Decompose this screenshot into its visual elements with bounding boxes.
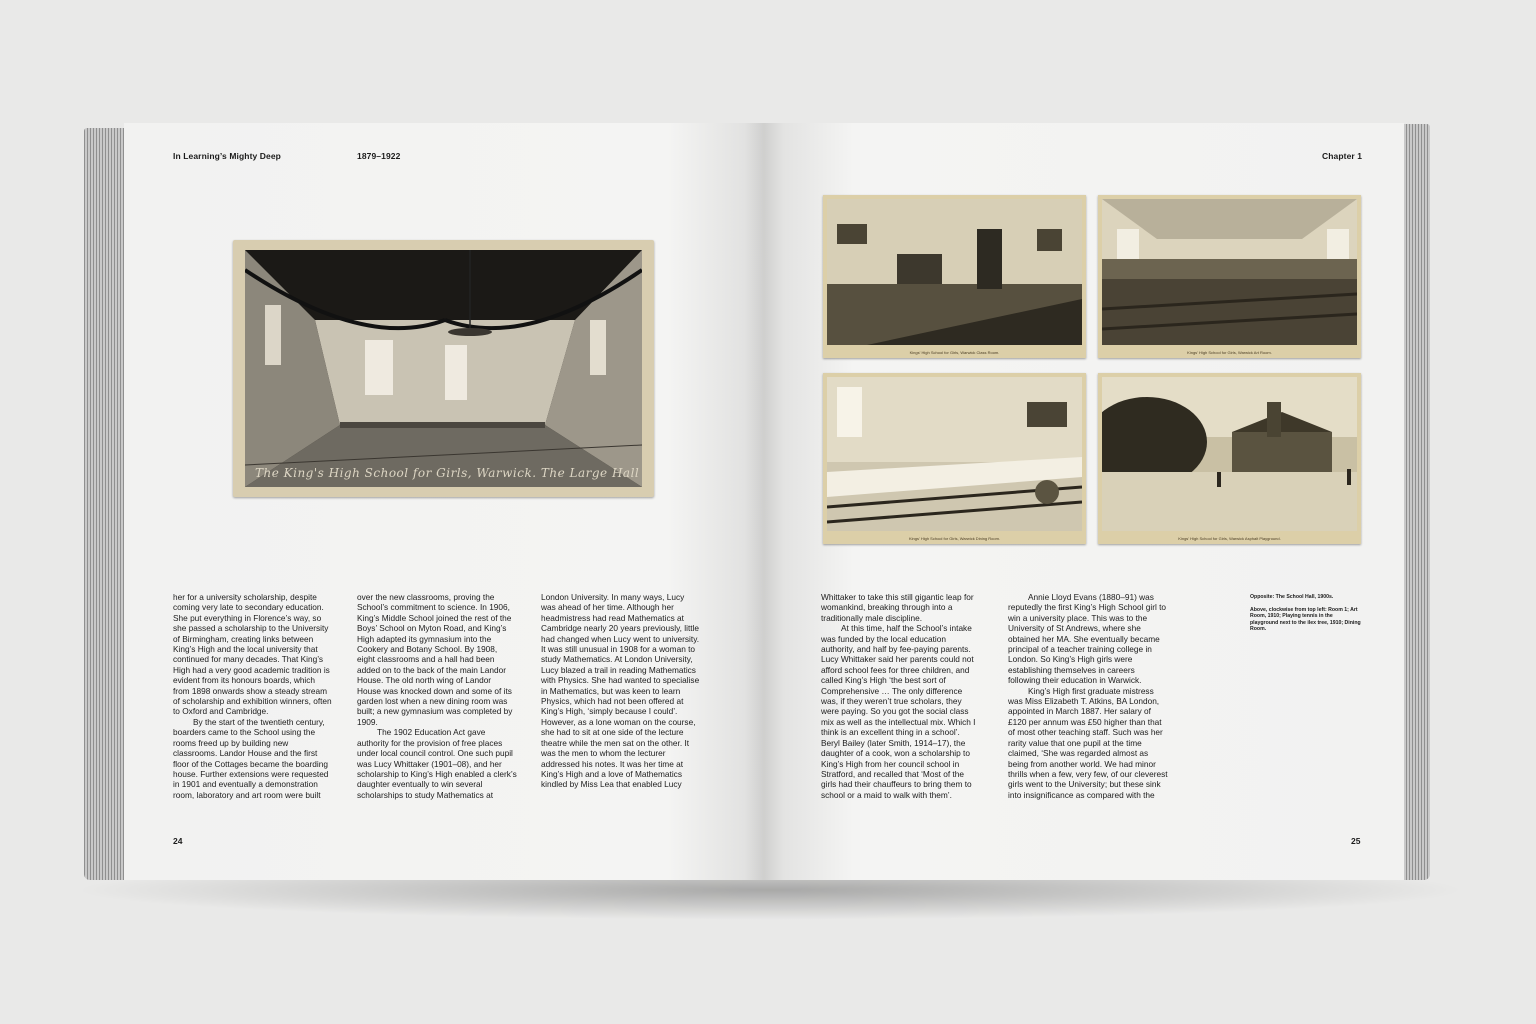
left-column-3	[541, 592, 701, 790]
running-head-chapter: Chapter 1	[1322, 151, 1363, 161]
large-hall-caption: The King's High School for Girls, Warwick. The Large Hall	[255, 466, 640, 480]
class-room-caption: Kings' High School for Girls, Warwick Class Room.	[909, 350, 1000, 355]
large-hall-postcard	[233, 240, 654, 497]
playground-postcard	[1098, 373, 1361, 544]
paragraph: Whittaker to take this still gigantic leap for womankind, breaking through into a traditionally male discipline.	[821, 592, 974, 623]
caption-opposite: Opposite: The School Hall, 1900s.	[1250, 594, 1334, 600]
art-room-photo	[1102, 199, 1357, 345]
art-room-caption: Kings' High School for Girls, Warwick Art Room.	[1187, 350, 1272, 355]
running-head-dates: 1879–1922	[357, 151, 401, 161]
left-column-2	[357, 592, 517, 800]
running-head-title: In Learning’s Mighty Deep	[173, 151, 281, 161]
caption-above: Above, clockwise from top left: Room 1; Art Room, 1910; Playing tennis in the playground next to the ilex tree, 1910; Dining Room.	[1250, 606, 1361, 633]
playground-caption: Kings' High School for Girls, Warwick Asphalt Playground.	[1178, 536, 1281, 541]
paragraph: London University. In many ways, Lucy was ahead of her time. Although her headmistress had read Mathematics at Cambridge nearly 20 years previously, little had changed when Lucy went to university. It was still unusual in 1908 for a woman to study Mathematics. At London University, Lucy blazed a trail in reading Mathematics with Physics. She had wanted to specialise in Mathematics, but was keen to learn Physics, which had not been offered at King’s High, ‘simply because I could’. However, as a lone woman on the course, she had to sit at one side of the lecture theatre while the men sat on the other. It was the men to whom the lecturer addressed his notes. It was her time at King’s High and a love of Mathematics kindled by Miss Lea that enabled Lucy	[541, 592, 700, 790]
book-page-edges-right	[1404, 124, 1430, 880]
art-room-postcard	[1098, 195, 1361, 358]
large-hall-photo	[245, 250, 642, 487]
paragraph: Annie Lloyd Evans (1880–91) was reputedly the first King’s High School girl to win a university place. This was to the University of St Andrews, where she obtained her MA. She eventually became principal of a teacher training college in London. So King’s High girls were establishing themselves in careers following their education in Warwick.	[1008, 592, 1167, 686]
dining-room-postcard	[823, 373, 1086, 544]
dining-room-caption: Kings' High School for Girls, Warwick Dining Room.	[908, 536, 1001, 541]
page-number-left: 24	[173, 836, 183, 846]
paragraph: over the new classrooms, proving the School’s commitment to science. In 1906, King’s Middle School joined the rest of the Boys’ School on Myton Road, and King’s High adapted its gymnasium into the Cookery and Botany School. By 1908, eight classrooms and a hall had been added on to the back of the main Landor House. The old north wing of Landor House was knocked down and some of its garden lost when a new dining room was built; a new gymnasium was completed by 1909.	[357, 592, 513, 727]
page-number-right: 25	[1351, 836, 1361, 846]
paragraph: King’s High first graduate mistress was Miss Elizabeth T. Atkins, BA London, appointed in March 1887. Her salary of £120 per annum was £50 higher than that of most other teaching staff. Such was her rarity value that one pupil at the time claimed, ‘She was regarded almost as being from another world. We had minor thrills when a few, very few, of our cleverest girls went to the University; but these sink into insignificance as compared with the	[1008, 685, 1168, 800]
dining-room-photo	[827, 377, 1082, 531]
class-room-photo	[827, 199, 1082, 345]
photo-captions	[1250, 594, 1362, 639]
playground-photo	[1102, 377, 1357, 531]
class-room-postcard	[823, 195, 1086, 358]
paragraph: The 1902 Education Act gave authority for the provision of free places under local council control. One such pupil was Lucy Whittaker (1901–08), and her scholarship to King’s High enabled a clerk’s daughter eventually to win several scholarships to study Mathematics at	[357, 727, 517, 800]
left-column-1	[173, 592, 333, 800]
right-column-1	[821, 592, 981, 800]
paragraph: At this time, half the School’s intake was funded by the local education authority, and half by fee-paying parents. Lucy Whittaker said her parents could not afford school fees for three children, and called King’s High ‘the best sort of Comprehensive … The only difference was, if they weren’t true scholars, they were paying. So you got the social class mix as well as the intellectual mix. Which I think is an excellent thing in a school’. Beryl Bailey (later Smith, 1914–17), the daughter of a cook, won a scholarship to King’s High from her council school in Stratford, and recalled that ‘Most of the girls had their chauffeurs to bring them to school or a maid to walk with them’.	[821, 623, 976, 800]
paragraph: her for a university scholarship, despite coming very late to secondary education. She put everything in Florence’s way, so she passed a scholarship to the University of Birmingham, creating links between King’s High and the local university that continued for many decades. That King’s High had a very good academic tradition is evident from its honours boards, which from 1898 onwards show a steady stream of scholarship and exhibition winners, often to Oxford and Cambridge.	[173, 592, 332, 717]
right-column-2	[1008, 592, 1168, 800]
paragraph: By the start of the twentieth century, boarders came to the School using the rooms freed up by building new classrooms. Landor House and the first floor of the Cottages became the boarding house. Further extensions were requested in 1901 and eventually a demonstration room, laboratory and art room were built	[173, 716, 329, 800]
